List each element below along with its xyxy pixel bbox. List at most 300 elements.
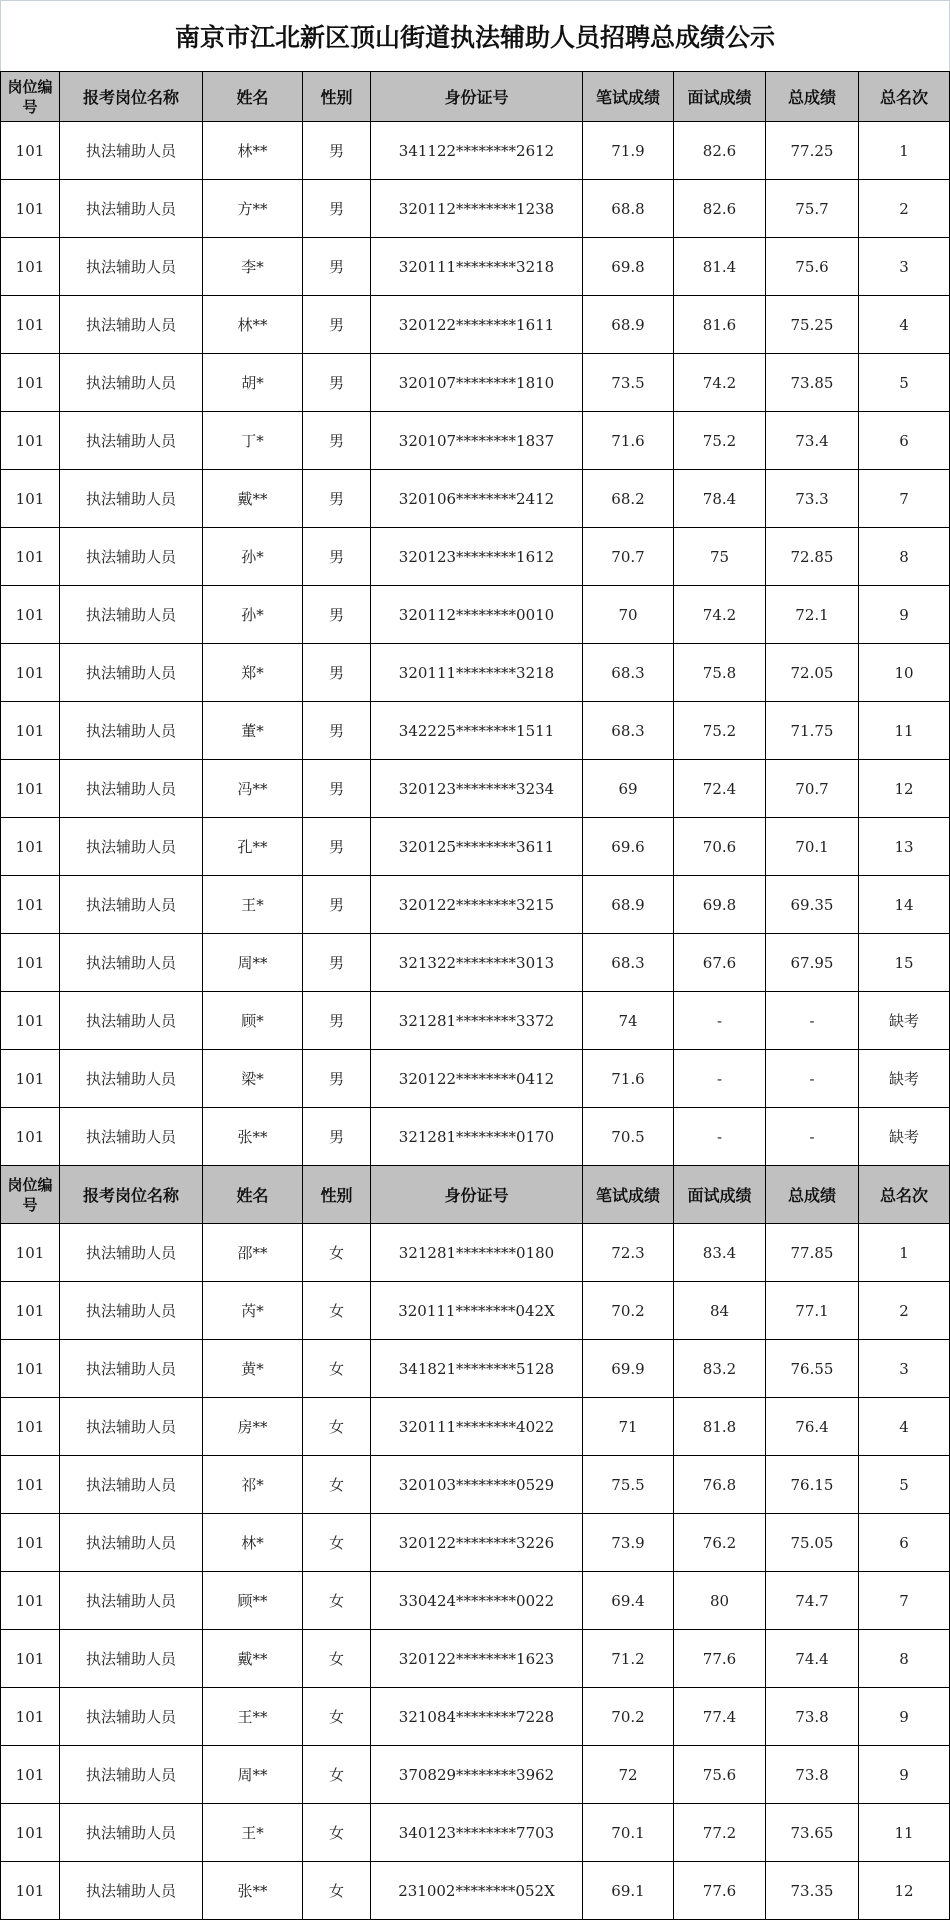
table-row bbox=[1, 470, 950, 528]
cell-name: 戴** bbox=[203, 470, 303, 528]
table-row bbox=[1, 1282, 950, 1340]
cell-rank: 15 bbox=[859, 934, 950, 992]
cell-post-name: 执法辅助人员 bbox=[60, 1340, 203, 1398]
table-row bbox=[1, 1398, 950, 1456]
cell-name: 顾* bbox=[203, 992, 303, 1050]
cell-gender: 男 bbox=[303, 528, 371, 586]
table-row bbox=[1, 1630, 950, 1688]
cell-interview-score: 82.6 bbox=[674, 180, 766, 238]
cell-written-score: 71.6 bbox=[583, 412, 674, 470]
cell-gender: 男 bbox=[303, 586, 371, 644]
cell-total-score: 73.85 bbox=[766, 354, 859, 412]
cell-post-code: 101 bbox=[1, 528, 60, 586]
cell-post-name: 执法辅助人员 bbox=[60, 760, 203, 818]
cell-interview-score: 75.8 bbox=[674, 644, 766, 702]
cell-gender: 女 bbox=[303, 1514, 371, 1572]
cell-gender: 男 bbox=[303, 296, 371, 354]
cell-post-code: 101 bbox=[1, 470, 60, 528]
cell-id-number: 341122********2612 bbox=[371, 122, 583, 180]
table-row bbox=[1, 354, 950, 412]
cell-written-score: 70.1 bbox=[583, 1804, 674, 1862]
header-interview-score: 面试成绩 bbox=[674, 72, 766, 122]
cell-rank: 14 bbox=[859, 876, 950, 934]
cell-id-number: 320122********1623 bbox=[371, 1630, 583, 1688]
cell-total-score: 75.7 bbox=[766, 180, 859, 238]
cell-name: 张** bbox=[203, 1862, 303, 1920]
page-title: 南京市江北新区顶山街道执法辅助人员招聘总成绩公示 bbox=[0, 0, 950, 71]
cell-rank: 3 bbox=[859, 238, 950, 296]
cell-name: 方** bbox=[203, 180, 303, 238]
cell-gender: 女 bbox=[303, 1804, 371, 1862]
header-id-number: 身份证号 bbox=[371, 1166, 583, 1224]
cell-id-number: 320107********1837 bbox=[371, 412, 583, 470]
cell-post-name: 执法辅助人员 bbox=[60, 470, 203, 528]
cell-id-number: 320111********042X bbox=[371, 1282, 583, 1340]
cell-gender: 女 bbox=[303, 1688, 371, 1746]
cell-post-code: 101 bbox=[1, 1282, 60, 1340]
cell-name: 孙* bbox=[203, 528, 303, 586]
cell-written-score: 68.3 bbox=[583, 934, 674, 992]
cell-post-name: 执法辅助人员 bbox=[60, 818, 203, 876]
cell-post-name: 执法辅助人员 bbox=[60, 412, 203, 470]
cell-total-score: 73.4 bbox=[766, 412, 859, 470]
cell-name: 房** bbox=[203, 1398, 303, 1456]
cell-post-code: 101 bbox=[1, 818, 60, 876]
cell-total-score: 67.95 bbox=[766, 934, 859, 992]
header-post-name: 报考岗位名称 bbox=[60, 72, 203, 122]
cell-total-score: 73.8 bbox=[766, 1688, 859, 1746]
table-row bbox=[1, 1862, 950, 1920]
cell-post-code: 101 bbox=[1, 586, 60, 644]
cell-post-code: 101 bbox=[1, 122, 60, 180]
cell-id-number: 320122********0412 bbox=[371, 1050, 583, 1108]
cell-total-score: 73.35 bbox=[766, 1862, 859, 1920]
cell-post-name: 执法辅助人员 bbox=[60, 1746, 203, 1804]
cell-name: 王** bbox=[203, 1688, 303, 1746]
cell-interview-score: 84 bbox=[674, 1282, 766, 1340]
cell-gender: 男 bbox=[303, 992, 371, 1050]
cell-gender: 男 bbox=[303, 818, 371, 876]
cell-name: 邵** bbox=[203, 1224, 303, 1282]
cell-total-score: 77.1 bbox=[766, 1282, 859, 1340]
cell-id-number: 320112********1238 bbox=[371, 180, 583, 238]
cell-name: 梁* bbox=[203, 1050, 303, 1108]
cell-written-score: 70.7 bbox=[583, 528, 674, 586]
cell-id-number: 320125********3611 bbox=[371, 818, 583, 876]
table-row bbox=[1, 992, 950, 1050]
cell-post-code: 101 bbox=[1, 876, 60, 934]
cell-id-number: 320111********3218 bbox=[371, 238, 583, 296]
table-row bbox=[1, 934, 950, 992]
cell-total-score: 77.25 bbox=[766, 122, 859, 180]
cell-rank: 4 bbox=[859, 296, 950, 354]
cell-name: 孙* bbox=[203, 586, 303, 644]
cell-gender: 女 bbox=[303, 1282, 371, 1340]
header-name: 姓名 bbox=[203, 72, 303, 122]
cell-rank: 1 bbox=[859, 1224, 950, 1282]
cell-rank: 9 bbox=[859, 1746, 950, 1804]
cell-id-number: 320123********1612 bbox=[371, 528, 583, 586]
cell-interview-score: 77.6 bbox=[674, 1630, 766, 1688]
cell-total-score: 75.6 bbox=[766, 238, 859, 296]
cell-gender: 男 bbox=[303, 1050, 371, 1108]
cell-total-score: 75.25 bbox=[766, 296, 859, 354]
header-post-name: 报考岗位名称 bbox=[60, 1166, 203, 1224]
cell-rank: 7 bbox=[859, 1572, 950, 1630]
cell-written-score: 68.3 bbox=[583, 702, 674, 760]
cell-gender: 女 bbox=[303, 1398, 371, 1456]
cell-total-score: 75.05 bbox=[766, 1514, 859, 1572]
table-row bbox=[1, 122, 950, 180]
cell-total-score: 73.65 bbox=[766, 1804, 859, 1862]
cell-name: 李* bbox=[203, 238, 303, 296]
cell-rank: 11 bbox=[859, 1804, 950, 1862]
cell-interview-score: 77.6 bbox=[674, 1862, 766, 1920]
cell-post-code: 101 bbox=[1, 354, 60, 412]
cell-interview-score: - bbox=[674, 1050, 766, 1108]
header-rank: 总名次 bbox=[859, 72, 950, 122]
header-gender: 性别 bbox=[303, 72, 371, 122]
cell-name: 戴** bbox=[203, 1630, 303, 1688]
cell-post-name: 执法辅助人员 bbox=[60, 702, 203, 760]
cell-post-code: 101 bbox=[1, 1108, 60, 1166]
cell-post-code: 101 bbox=[1, 1340, 60, 1398]
cell-id-number: 321281********0170 bbox=[371, 1108, 583, 1166]
cell-id-number: 320122********3215 bbox=[371, 876, 583, 934]
cell-name: 孔** bbox=[203, 818, 303, 876]
header-gender: 性别 bbox=[303, 1166, 371, 1224]
cell-id-number: 231002********052X bbox=[371, 1862, 583, 1920]
table-row bbox=[1, 1804, 950, 1862]
cell-interview-score: 77.4 bbox=[674, 1688, 766, 1746]
cell-total-score: 76.15 bbox=[766, 1456, 859, 1514]
cell-interview-score: 74.2 bbox=[674, 586, 766, 644]
cell-interview-score: 78.4 bbox=[674, 470, 766, 528]
cell-gender: 男 bbox=[303, 180, 371, 238]
table-row bbox=[1, 1340, 950, 1398]
cell-gender: 女 bbox=[303, 1746, 371, 1804]
cell-id-number: 341821********5128 bbox=[371, 1340, 583, 1398]
cell-post-code: 101 bbox=[1, 760, 60, 818]
cell-post-code: 101 bbox=[1, 1572, 60, 1630]
cell-written-score: 72 bbox=[583, 1746, 674, 1804]
cell-gender: 男 bbox=[303, 1108, 371, 1166]
cell-post-name: 执法辅助人员 bbox=[60, 1398, 203, 1456]
cell-written-score: 68.9 bbox=[583, 876, 674, 934]
cell-rank: 2 bbox=[859, 180, 950, 238]
cell-post-name: 执法辅助人员 bbox=[60, 644, 203, 702]
header-post-code: 岗位编号 bbox=[1, 1166, 60, 1224]
table-row bbox=[1, 1108, 950, 1166]
cell-post-code: 101 bbox=[1, 1514, 60, 1572]
header-written-score: 笔试成绩 bbox=[583, 1166, 674, 1224]
cell-post-name: 执法辅助人员 bbox=[60, 586, 203, 644]
cell-post-code: 101 bbox=[1, 180, 60, 238]
cell-name: 王* bbox=[203, 876, 303, 934]
cell-name: 芮* bbox=[203, 1282, 303, 1340]
cell-gender: 男 bbox=[303, 122, 371, 180]
cell-written-score: 70 bbox=[583, 586, 674, 644]
cell-id-number: 320112********0010 bbox=[371, 586, 583, 644]
cell-post-name: 执法辅助人员 bbox=[60, 1688, 203, 1746]
cell-post-code: 101 bbox=[1, 1050, 60, 1108]
cell-written-score: 71.9 bbox=[583, 122, 674, 180]
cell-total-score: 70.7 bbox=[766, 760, 859, 818]
cell-name: 董* bbox=[203, 702, 303, 760]
cell-rank: 3 bbox=[859, 1340, 950, 1398]
cell-post-name: 执法辅助人员 bbox=[60, 528, 203, 586]
cell-id-number: 320122********3226 bbox=[371, 1514, 583, 1572]
cell-post-code: 101 bbox=[1, 644, 60, 702]
cell-total-score: 70.1 bbox=[766, 818, 859, 876]
cell-post-name: 执法辅助人员 bbox=[60, 992, 203, 1050]
header-interview-score: 面试成绩 bbox=[674, 1166, 766, 1224]
table-row bbox=[1, 1572, 950, 1630]
cell-written-score: 69 bbox=[583, 760, 674, 818]
cell-total-score: 72.05 bbox=[766, 644, 859, 702]
cell-written-score: 73.9 bbox=[583, 1514, 674, 1572]
cell-name: 林** bbox=[203, 296, 303, 354]
cell-post-code: 101 bbox=[1, 702, 60, 760]
cell-total-score: 73.3 bbox=[766, 470, 859, 528]
cell-post-name: 执法辅助人员 bbox=[60, 296, 203, 354]
cell-id-number: 321322********3013 bbox=[371, 934, 583, 992]
table-row bbox=[1, 644, 950, 702]
table-row bbox=[1, 1688, 950, 1746]
table-row bbox=[1, 760, 950, 818]
cell-interview-score: 76.2 bbox=[674, 1514, 766, 1572]
table-row bbox=[1, 1050, 950, 1108]
cell-rank: 8 bbox=[859, 528, 950, 586]
cell-interview-score: 83.2 bbox=[674, 1340, 766, 1398]
cell-written-score: 71.6 bbox=[583, 1050, 674, 1108]
cell-gender: 女 bbox=[303, 1862, 371, 1920]
cell-interview-score: 76.8 bbox=[674, 1456, 766, 1514]
cell-id-number: 320111********4022 bbox=[371, 1398, 583, 1456]
cell-post-code: 101 bbox=[1, 238, 60, 296]
cell-interview-score: 74.2 bbox=[674, 354, 766, 412]
cell-gender: 男 bbox=[303, 760, 371, 818]
table-row bbox=[1, 876, 950, 934]
table-row bbox=[1, 1514, 950, 1572]
cell-name: 周** bbox=[203, 1746, 303, 1804]
table-row bbox=[1, 412, 950, 470]
cell-id-number: 321281********3372 bbox=[371, 992, 583, 1050]
cell-written-score: 74 bbox=[583, 992, 674, 1050]
cell-name: 张** bbox=[203, 1108, 303, 1166]
cell-interview-score: 75 bbox=[674, 528, 766, 586]
cell-total-score: 77.85 bbox=[766, 1224, 859, 1282]
cell-written-score: 69.8 bbox=[583, 238, 674, 296]
cell-name: 王* bbox=[203, 1804, 303, 1862]
cell-total-score: - bbox=[766, 1108, 859, 1166]
table-row bbox=[1, 1456, 950, 1514]
table-row bbox=[1, 180, 950, 238]
header-id-number: 身份证号 bbox=[371, 72, 583, 122]
cell-name: 顾** bbox=[203, 1572, 303, 1630]
cell-interview-score: 77.2 bbox=[674, 1804, 766, 1862]
cell-rank: 13 bbox=[859, 818, 950, 876]
cell-post-code: 101 bbox=[1, 1804, 60, 1862]
table-row bbox=[1, 702, 950, 760]
cell-post-name: 执法辅助人员 bbox=[60, 1108, 203, 1166]
cell-interview-score: 81.6 bbox=[674, 296, 766, 354]
header-name: 姓名 bbox=[203, 1166, 303, 1224]
cell-post-code: 101 bbox=[1, 1862, 60, 1920]
cell-name: 丁* bbox=[203, 412, 303, 470]
cell-post-name: 执法辅助人员 bbox=[60, 934, 203, 992]
cell-written-score: 70.5 bbox=[583, 1108, 674, 1166]
cell-rank: 4 bbox=[859, 1398, 950, 1456]
cell-id-number: 330424********0022 bbox=[371, 1572, 583, 1630]
cell-post-code: 101 bbox=[1, 934, 60, 992]
cell-gender: 女 bbox=[303, 1572, 371, 1630]
cell-gender: 女 bbox=[303, 1224, 371, 1282]
cell-post-code: 101 bbox=[1, 1688, 60, 1746]
cell-gender: 女 bbox=[303, 1630, 371, 1688]
cell-post-name: 执法辅助人员 bbox=[60, 876, 203, 934]
cell-post-name: 执法辅助人员 bbox=[60, 1804, 203, 1862]
cell-post-code: 101 bbox=[1, 1456, 60, 1514]
cell-total-score: - bbox=[766, 992, 859, 1050]
cell-written-score: 72.3 bbox=[583, 1224, 674, 1282]
cell-gender: 男 bbox=[303, 470, 371, 528]
cell-total-score: 76.4 bbox=[766, 1398, 859, 1456]
cell-written-score: 73.5 bbox=[583, 354, 674, 412]
cell-post-code: 101 bbox=[1, 1398, 60, 1456]
cell-rank: 6 bbox=[859, 1514, 950, 1572]
cell-id-number: 340123********7703 bbox=[371, 1804, 583, 1862]
table-row bbox=[1, 528, 950, 586]
table-row bbox=[1, 586, 950, 644]
cell-post-name: 执法辅助人员 bbox=[60, 354, 203, 412]
cell-rank: 缺考 bbox=[859, 992, 950, 1050]
cell-rank: 11 bbox=[859, 702, 950, 760]
header-rank: 总名次 bbox=[859, 1166, 950, 1224]
cell-written-score: 69.1 bbox=[583, 1862, 674, 1920]
cell-interview-score: 72.4 bbox=[674, 760, 766, 818]
cell-rank: 9 bbox=[859, 1688, 950, 1746]
cell-post-name: 执法辅助人员 bbox=[60, 1572, 203, 1630]
cell-written-score: 70.2 bbox=[583, 1282, 674, 1340]
cell-gender: 男 bbox=[303, 238, 371, 296]
cell-rank: 12 bbox=[859, 1862, 950, 1920]
cell-interview-score: 80 bbox=[674, 1572, 766, 1630]
table-row bbox=[1, 296, 950, 354]
cell-gender: 女 bbox=[303, 1456, 371, 1514]
cell-rank: 6 bbox=[859, 412, 950, 470]
cell-post-code: 101 bbox=[1, 412, 60, 470]
cell-written-score: 75.5 bbox=[583, 1456, 674, 1514]
cell-interview-score: 67.6 bbox=[674, 934, 766, 992]
cell-interview-score: 82.6 bbox=[674, 122, 766, 180]
cell-total-score: 76.55 bbox=[766, 1340, 859, 1398]
cell-rank: 缺考 bbox=[859, 1108, 950, 1166]
cell-post-code: 101 bbox=[1, 296, 60, 354]
cell-interview-score: 81.4 bbox=[674, 238, 766, 296]
cell-interview-score: 83.4 bbox=[674, 1224, 766, 1282]
table-row bbox=[1, 1224, 950, 1282]
cell-post-code: 101 bbox=[1, 992, 60, 1050]
cell-post-name: 执法辅助人员 bbox=[60, 180, 203, 238]
header-row bbox=[1, 1166, 950, 1224]
cell-post-name: 执法辅助人员 bbox=[60, 1282, 203, 1340]
cell-name: 胡* bbox=[203, 354, 303, 412]
cell-written-score: 71 bbox=[583, 1398, 674, 1456]
cell-gender: 男 bbox=[303, 354, 371, 412]
cell-post-name: 执法辅助人员 bbox=[60, 1050, 203, 1108]
cell-total-score: 71.75 bbox=[766, 702, 859, 760]
cell-id-number: 320111********3218 bbox=[371, 644, 583, 702]
cell-interview-score: 75.6 bbox=[674, 1746, 766, 1804]
cell-id-number: 370829********3962 bbox=[371, 1746, 583, 1804]
cell-interview-score: 75.2 bbox=[674, 412, 766, 470]
cell-rank: 5 bbox=[859, 354, 950, 412]
header-post-code: 岗位编号 bbox=[1, 72, 60, 122]
results-table bbox=[0, 71, 950, 1920]
cell-name: 冯** bbox=[203, 760, 303, 818]
table-row bbox=[1, 1746, 950, 1804]
cell-id-number: 342225********1511 bbox=[371, 702, 583, 760]
cell-rank: 5 bbox=[859, 1456, 950, 1514]
cell-written-score: 68.3 bbox=[583, 644, 674, 702]
cell-rank: 7 bbox=[859, 470, 950, 528]
cell-total-score: - bbox=[766, 1050, 859, 1108]
cell-written-score: 69.4 bbox=[583, 1572, 674, 1630]
cell-total-score: 69.35 bbox=[766, 876, 859, 934]
cell-rank: 8 bbox=[859, 1630, 950, 1688]
cell-gender: 男 bbox=[303, 412, 371, 470]
cell-name: 祁* bbox=[203, 1456, 303, 1514]
cell-written-score: 69.9 bbox=[583, 1340, 674, 1398]
cell-name: 黄* bbox=[203, 1340, 303, 1398]
cell-post-name: 执法辅助人员 bbox=[60, 1224, 203, 1282]
cell-interview-score: 81.8 bbox=[674, 1398, 766, 1456]
cell-interview-score: 70.6 bbox=[674, 818, 766, 876]
cell-name: 林** bbox=[203, 122, 303, 180]
cell-gender: 女 bbox=[303, 1340, 371, 1398]
cell-written-score: 71.2 bbox=[583, 1630, 674, 1688]
cell-post-name: 执法辅助人员 bbox=[60, 1862, 203, 1920]
cell-gender: 男 bbox=[303, 644, 371, 702]
table-row bbox=[1, 238, 950, 296]
cell-interview-score: - bbox=[674, 1108, 766, 1166]
cell-rank: 12 bbox=[859, 760, 950, 818]
cell-id-number: 320103********0529 bbox=[371, 1456, 583, 1514]
cell-id-number: 320123********3234 bbox=[371, 760, 583, 818]
cell-interview-score: 69.8 bbox=[674, 876, 766, 934]
cell-gender: 男 bbox=[303, 934, 371, 992]
cell-total-score: 74.7 bbox=[766, 1572, 859, 1630]
header-total-score: 总成绩 bbox=[766, 72, 859, 122]
cell-id-number: 320107********1810 bbox=[371, 354, 583, 412]
cell-total-score: 74.4 bbox=[766, 1630, 859, 1688]
cell-post-code: 101 bbox=[1, 1224, 60, 1282]
cell-name: 郑* bbox=[203, 644, 303, 702]
cell-written-score: 68.9 bbox=[583, 296, 674, 354]
cell-rank: 9 bbox=[859, 586, 950, 644]
cell-post-name: 执法辅助人员 bbox=[60, 1630, 203, 1688]
cell-gender: 男 bbox=[303, 702, 371, 760]
cell-gender: 男 bbox=[303, 876, 371, 934]
cell-total-score: 72.85 bbox=[766, 528, 859, 586]
cell-total-score: 72.1 bbox=[766, 586, 859, 644]
cell-name: 林* bbox=[203, 1514, 303, 1572]
header-total-score: 总成绩 bbox=[766, 1166, 859, 1224]
cell-written-score: 68.8 bbox=[583, 180, 674, 238]
cell-post-name: 执法辅助人员 bbox=[60, 1456, 203, 1514]
cell-rank: 1 bbox=[859, 122, 950, 180]
